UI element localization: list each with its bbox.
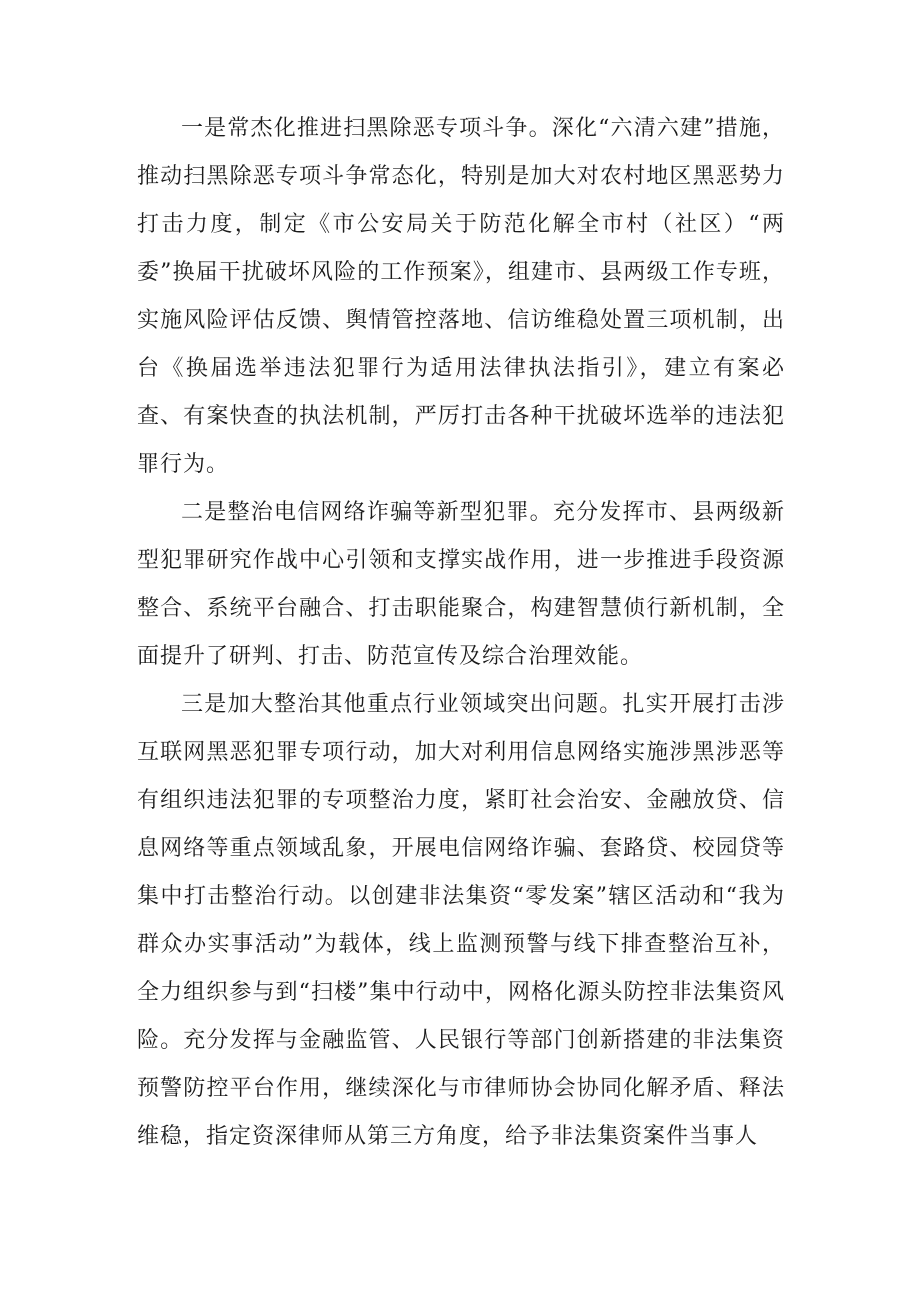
paragraph-1: 一是常杰化推进扫黑除恶专项斗争。深化“六清六建”措施，推动扫黑除恶专项斗争常态化，特别是加大对农村地区黑恶势力打击力度，制定《市公安局关于防范化解全市村（社区）“两委”换届干扰破坏风险的工作预案》，组建市、县两级工作专班，实施风险评估反馈、舆情管控落地、信访维稳处置三项机制，出台《换届选举违法犯罪行为适用法律执法指引》，建立有案必查、有案快查的执法机制，严厉打击各种干扰破坏选举的违法犯罪行为。	[137, 116, 785, 477]
paragraph-3: 三是加大整治其他重点行业领域突出问题。扎实开展打击涉互联网黑恶犯罪专项行动，加大对利用信息网络实施涉黑涉恶等有组织违法犯罪的专项整治力度，紧盯社会治安、金融放贷、信息网络等重点领域乱象，开展电信网络诈骗、套路贷、校园贷等集中打击整治行动。以创建非法集资“零发案”辖区活动和“我为群众办实事活动”为载体，线上监测预警与线下排查整治互补，全力组织参与到“扫楼”集中行动中，网格化源头防控非法集资风险。充分发挥与金融监管、人民银行等部门创新搭建的非法集资预警防控平台作用，继续深化与市律师协会协同化解矛盾、释法维稳，指定资深律师从第三方角度，给予非法集资案件当事人	[137, 692, 785, 1149]
document-body	[137, 105, 785, 1161]
paragraph-2: 二是整治电信网络诈骗等新型犯罪。充分发挥市、县两级新型犯罪研究作战中心引领和支撑实战作用，进一步推进手段资源整合、系统平台融合、打击职能聚合，构建智慧侦行新机制，全面提升了研判、打击、防范宣传及综合治理效能。	[137, 500, 785, 669]
